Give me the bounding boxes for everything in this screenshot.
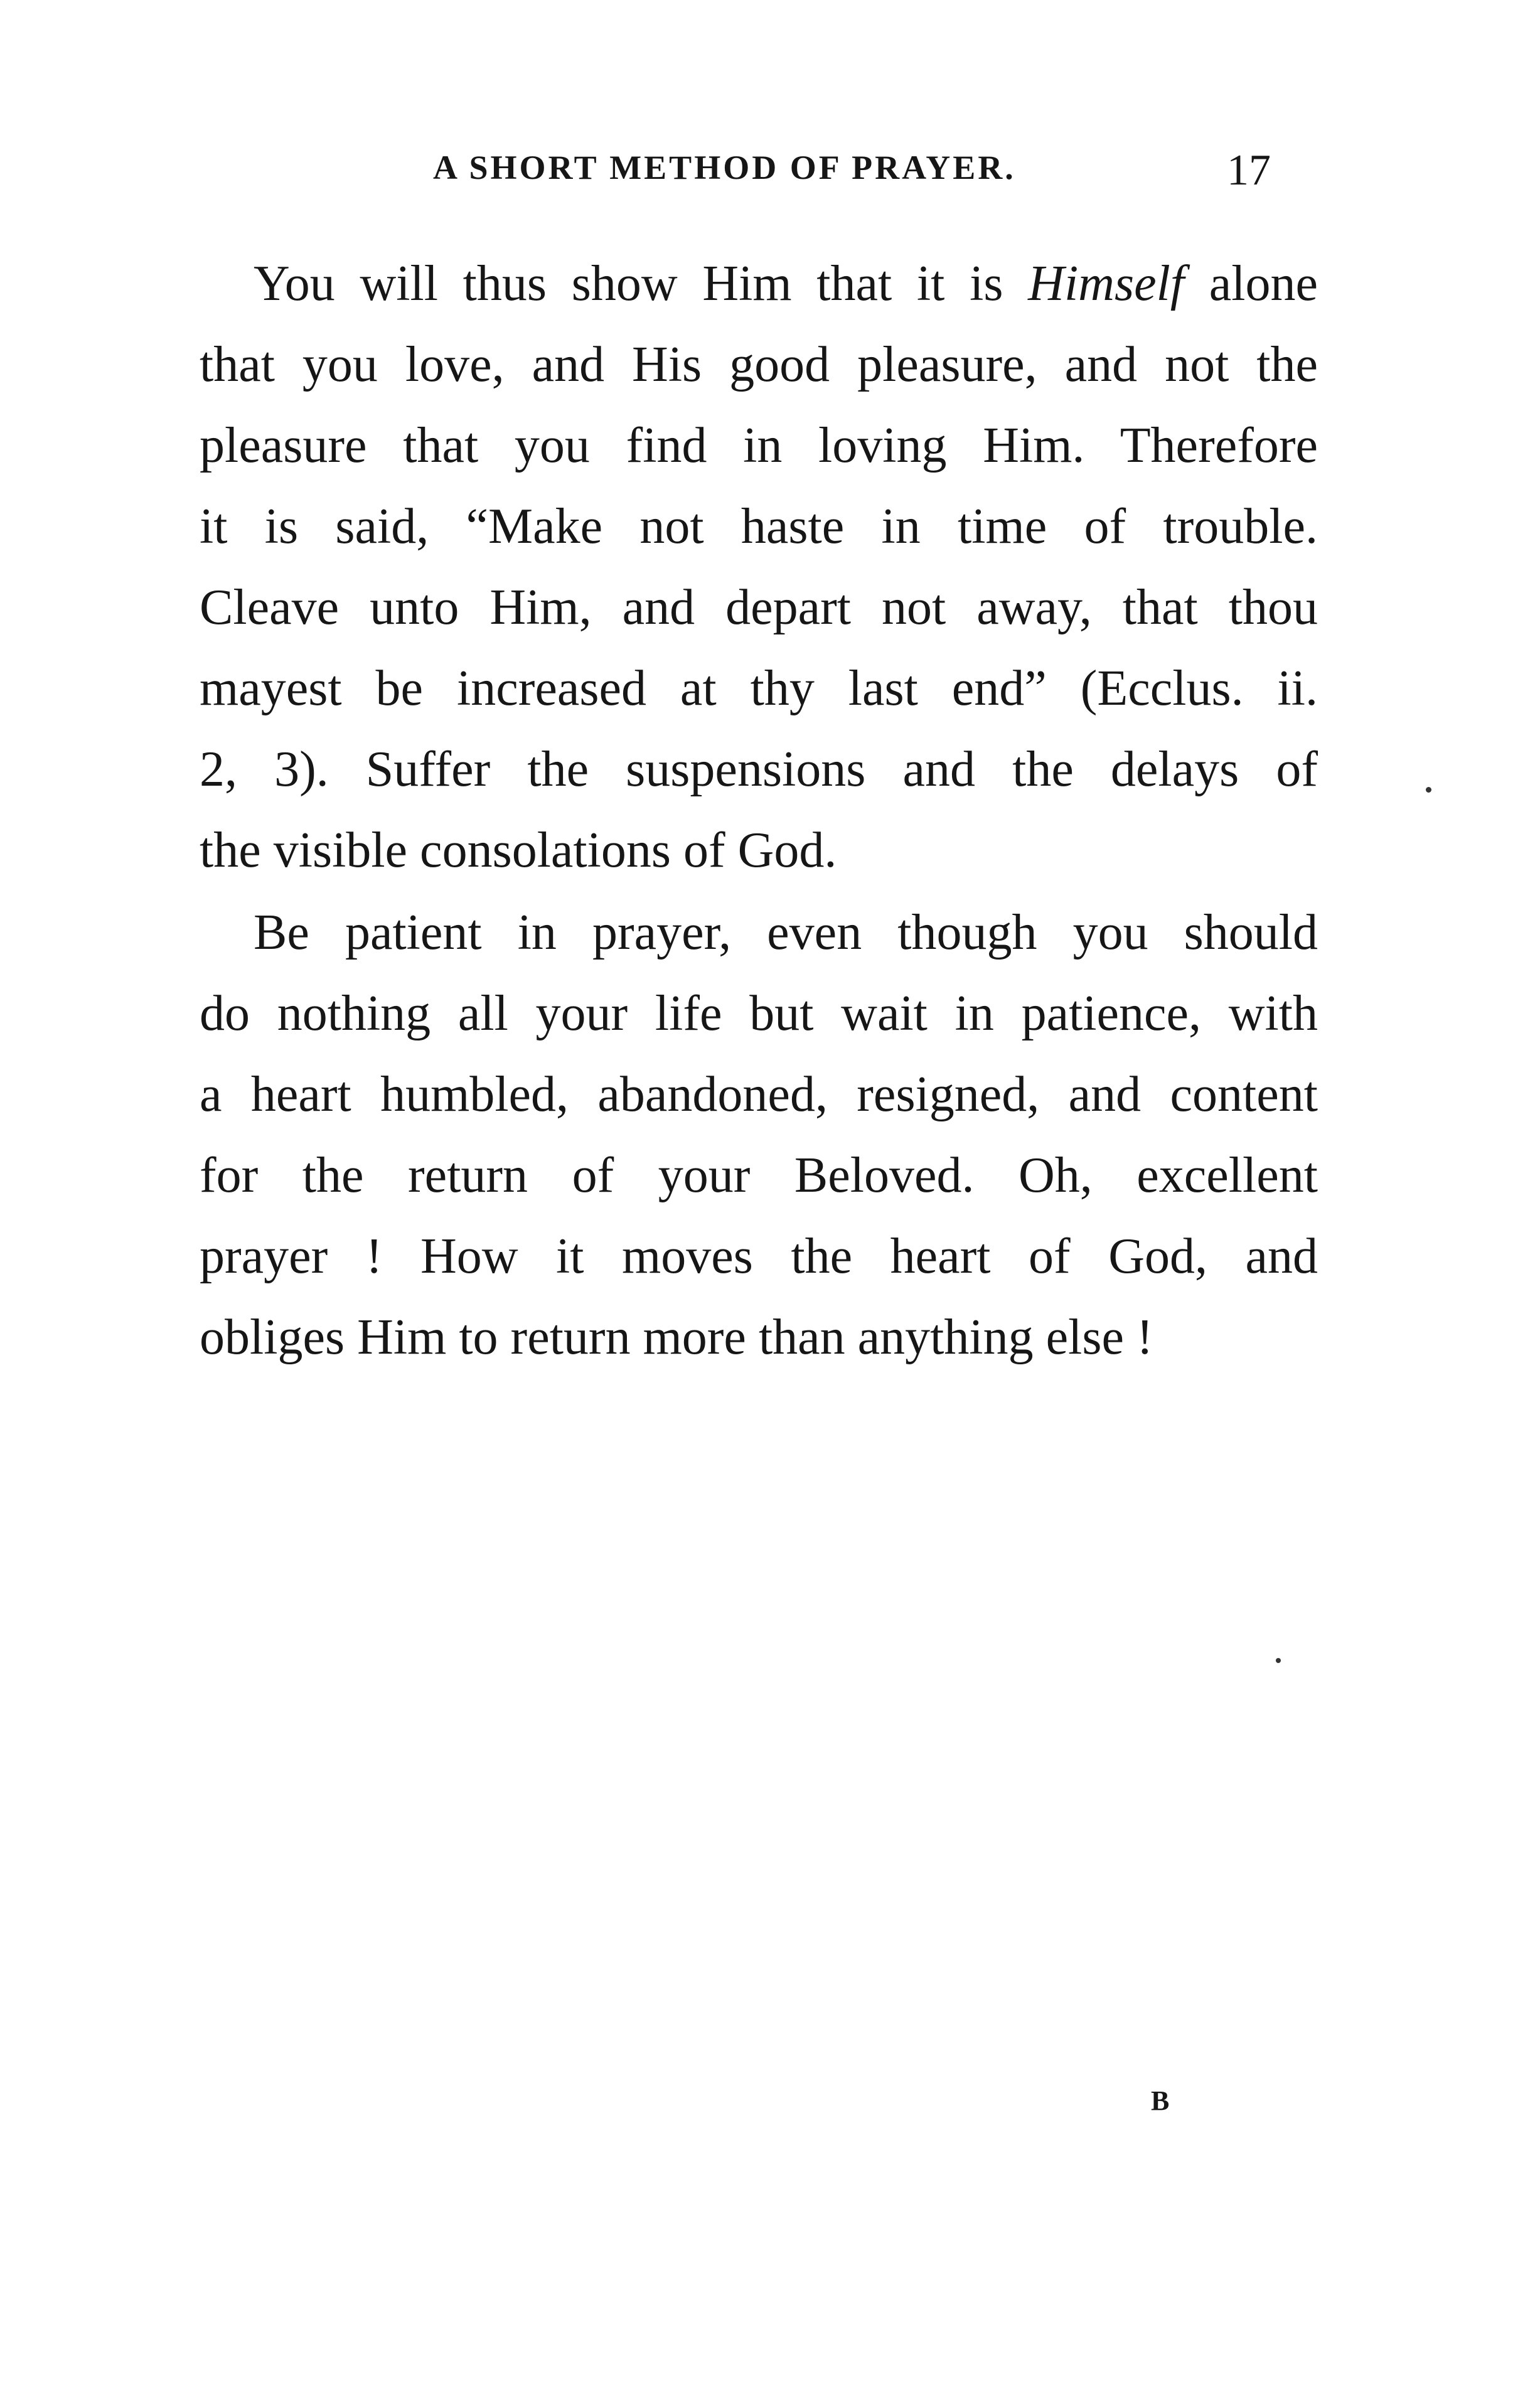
body-text <box>200 243 1318 1378</box>
paragraph-1-line-1 <box>200 243 1318 324</box>
paragraph-1-line-2: that you love, and His good pleasure, and not the <box>200 337 1318 392</box>
paragraph-1-line-3: pleasure that you find in loving Him. Therefore <box>200 418 1318 473</box>
signature-mark: B <box>1151 2085 1170 2116</box>
paragraph-1-line-8: the visible consolations of God. <box>200 823 837 878</box>
paragraph-1-line-7: 2, 3). Suffer the suspensions and the delays of <box>200 742 1318 797</box>
paragraph-2-line-2: do nothing all your life but wait in patience, with <box>200 986 1318 1041</box>
paragraph-2-line-1: Be patient in prayer, even though you should <box>254 905 1318 960</box>
text-segment: alone <box>1184 256 1318 311</box>
paragraph-2-line-4: for the return of your Beloved. Oh, excellent <box>200 1148 1318 1203</box>
paragraph-1-line-4: it is said, “Make not haste in time of trouble. <box>200 499 1318 554</box>
paragraph-1-line-6: mayest be increased at thy last end” (Ecclus. ii. <box>200 661 1318 716</box>
paragraph-2-line-5: prayer ! How it moves the heart of God, and <box>200 1229 1318 1284</box>
paragraph-2-line-3: a heart humbled, abandoned, resigned, and content <box>200 1067 1318 1122</box>
ink-speck <box>1276 1658 1281 1663</box>
ink-speck <box>1426 787 1431 793</box>
paragraph-1-line-5: Cleave unto Him, and depart not away, that thou <box>200 580 1318 635</box>
running-title: A SHORT METHOD OF PRAYER. <box>433 149 1016 186</box>
italic-emphasis: Himself <box>1028 256 1185 311</box>
text-segment: You will thus show Him that it is <box>254 256 1029 311</box>
running-head <box>0 148 1540 198</box>
page-number: 17 <box>1227 146 1271 195</box>
paragraph-2-line-6: obliges Him to return more than anything else ! <box>200 1310 1153 1365</box>
